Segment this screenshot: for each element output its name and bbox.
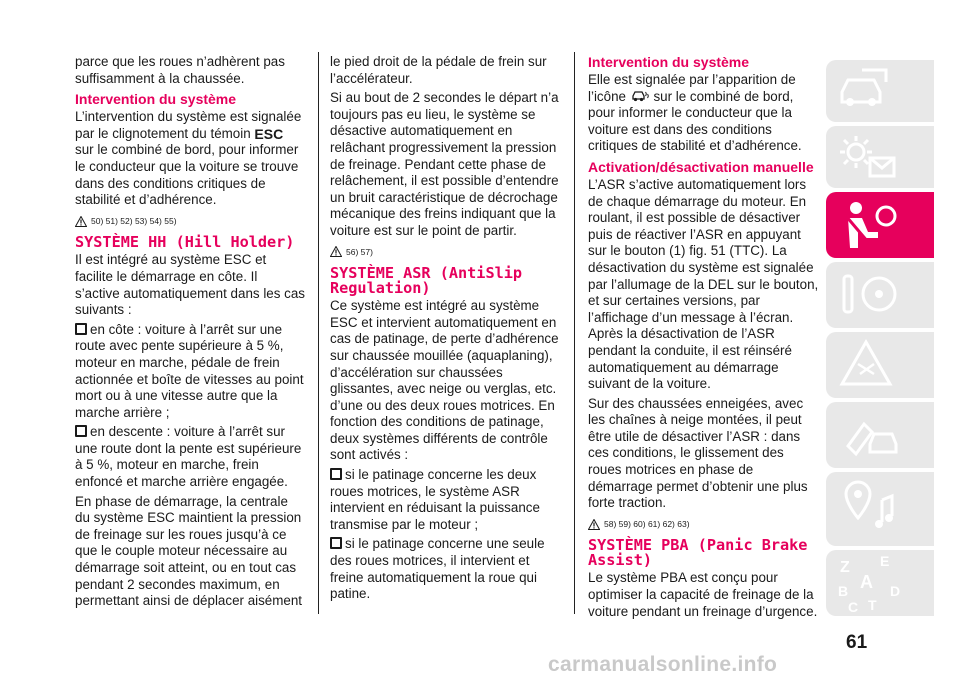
paragraph: le pied droit de la pédale de frein sur l’accélérateur. xyxy=(330,54,547,86)
list-item-text: en côte : voiture à l’arrêt sur une route avec pente supérieure à 5 %, moteur en marche, pédale de frein actionnée et boîte de vitesses au point mort ou à une vitesse autre que la marche arrière ; xyxy=(75,321,304,420)
section-heading: Activation/désactivation manuelle xyxy=(588,158,814,175)
warning-references xyxy=(75,213,305,230)
text-column-1 xyxy=(75,54,305,613)
column-divider xyxy=(574,52,575,614)
seatbelt-airbag-icon xyxy=(834,194,904,256)
section-title: SYSTÈME HH (Hill Holder) xyxy=(75,233,295,252)
paragraph: L’ASR s’active automatiquement lors de chaque démarrage du moteur. En roulant, il est possible de désactiver puis de réactiver l’ASR en appuyant sur le bouton (1) fig. 51 (TTC). La désactivation du système est signalée par l’allumage de la DEL sur le bouton, et sur certaines versions, par l’affichage d’un message à l’écran. Après la désactivation de l’ASR pendant la conduite, il est réinséré automatiquement au démarrage suivant de la voiture. xyxy=(588,176,819,392)
warning-triangle-icon xyxy=(330,246,342,257)
svg-text:Z: Z xyxy=(840,559,850,576)
watermark: carmanualsonline.info xyxy=(548,653,778,676)
bullet-icon xyxy=(75,425,87,437)
reference-numbers: 50) 51) 52) 53) 54) 55) xyxy=(91,215,177,226)
section-heading: Intervention du système xyxy=(75,91,237,108)
svg-text:A: A xyxy=(860,572,873,592)
warning-light-envelope-icon xyxy=(834,128,904,186)
list-item-text: si le patinage concerne les deux roues motrices, le système ASR intervient en réduisant la puissance transmise par le moteur ; xyxy=(330,467,540,532)
text-column-2 xyxy=(330,54,562,606)
bullet-icon xyxy=(330,537,342,549)
list-item xyxy=(75,322,305,422)
svg-text:E: E xyxy=(880,553,890,569)
warning-references xyxy=(588,516,820,533)
paragraph xyxy=(588,72,820,155)
paragraph-text: sur le combiné de bord, pour informer le conducteur que la voiture est dans des conditions critiques de stabilité et d’adhérence. xyxy=(588,88,802,154)
column-divider xyxy=(318,52,319,614)
reference-numbers: 56) 57) xyxy=(346,246,373,257)
svg-text:D: D xyxy=(890,583,901,599)
list-item-text: si le patinage concerne une seule des roues motrices, il intervient et freine automatiquement la roue qui patine. xyxy=(330,536,545,602)
tab-index[interactable] xyxy=(826,550,934,616)
paragraph: Si au bout de 2 secondes le départ n’a toujours pas eu lieu, le système se désactive automatiquement en relâchant progressivement la pression de freinage. Pendant cette phase de relâchement, il est possible d’entendre un bruit caractéristique de décrochage mécanique des freins indiquant que la voiture est sur le point de partir. xyxy=(330,90,559,238)
paragraph: Sur des chaussées enneigées, avec les chaînes à neige montées, il peut être utile de désactiver l’ASR : dans ces conditions, le glissement des roues motrices en phase de démarrage permet d’obtenir une plus forte traction. xyxy=(588,395,808,511)
section-heading: Intervention du système xyxy=(588,54,750,70)
page-number: 61 xyxy=(846,632,868,653)
svg-text:C: C xyxy=(848,599,859,614)
warning-references xyxy=(330,244,562,261)
warning-triangle-icon xyxy=(75,216,87,227)
paragraph xyxy=(75,109,305,209)
navigation-music-icon xyxy=(834,474,904,544)
text-column-3 xyxy=(588,54,820,623)
paragraph-text: Elle est signalée par l’apparition de l’icône xyxy=(588,72,796,104)
tab-multimedia[interactable] xyxy=(826,472,934,546)
list-item xyxy=(330,467,562,533)
svg-text:T: T xyxy=(868,597,877,613)
car-dashboard-icon xyxy=(834,62,894,120)
tab-starting-driving[interactable] xyxy=(826,262,934,328)
alphabet-index-icon xyxy=(834,552,914,614)
tab-emergency[interactable] xyxy=(826,332,934,398)
section-title: SYSTÈME ASR (AntiSlip Regulation) xyxy=(330,264,523,298)
warning-triangle-icon xyxy=(588,519,600,530)
list-item xyxy=(330,536,562,602)
paragraph: Le système PBA est conçu pour optimiser la capacité de freinage de la voiture pendant un freinage d’urgence. xyxy=(588,570,818,619)
list-item-text: en descente : voiture à l’arrêt sur une route dont la pente est supérieure à 5 %, moteur en marche, frein enfoncé et marche arrière engagée. xyxy=(75,424,302,490)
tab-dashboard[interactable] xyxy=(826,60,934,122)
reference-numbers: 58) 59) 60) 61) 62) 63) xyxy=(604,518,690,529)
paragraph: Ce système est intégré au système ESC et intervient automatiquement en cas de patinage, de perte d’adhérence sur chaussée mouillée (aquaplaning), d’accélération sur chaussées glissantes, avec neige ou verglas, etc. d’une ou des deux roues motrices. En fonction des conditions de patinage, deux systèmes différents de contrôle sont activés : xyxy=(330,298,559,463)
bullet-icon xyxy=(75,323,87,335)
esc-warning-icon: ESC xyxy=(254,125,284,142)
bullet-icon xyxy=(330,468,342,480)
section-title: SYSTÈME PBA (Panic Brake Assist) xyxy=(588,536,808,570)
paragraph: parce que les roues n’adhèrent pas suffisamment à la chaussée. xyxy=(75,54,285,86)
skidding-car-icon xyxy=(630,89,650,104)
svg-text:B: B xyxy=(838,583,849,599)
key-steering-wheel-icon xyxy=(834,264,904,326)
paragraph-text: L’intervention du système est signalée par le clignotement du témoin xyxy=(75,109,302,141)
paragraph: Il est intégré au système ESC et facilite le démarrage en côte. Il s’active automatiquement dans les cas suivants : xyxy=(75,252,305,318)
tab-warning-lights[interactable] xyxy=(826,126,934,188)
wrench-car-icon xyxy=(834,404,904,466)
tab-maintenance[interactable] xyxy=(826,402,934,468)
tab-safety[interactable] xyxy=(826,192,934,258)
list-item xyxy=(75,424,305,490)
paragraph-text: sur le combiné de bord, pour informer le conducteur que la voiture se trouve dans des conditions critiques de stabilité et d’adhérence. xyxy=(75,142,299,208)
warning-triangle-icon xyxy=(834,334,904,396)
paragraph: En phase de démarrage, la centrale du système ESC maintient la pression de freinage sur les roues jusqu’à ce que le couple moteur nécessaire au démarrage soit atteint, ou en tout cas pendant 2 secondes maximum, en permettant ainsi de déplacer aisément xyxy=(75,493,303,609)
